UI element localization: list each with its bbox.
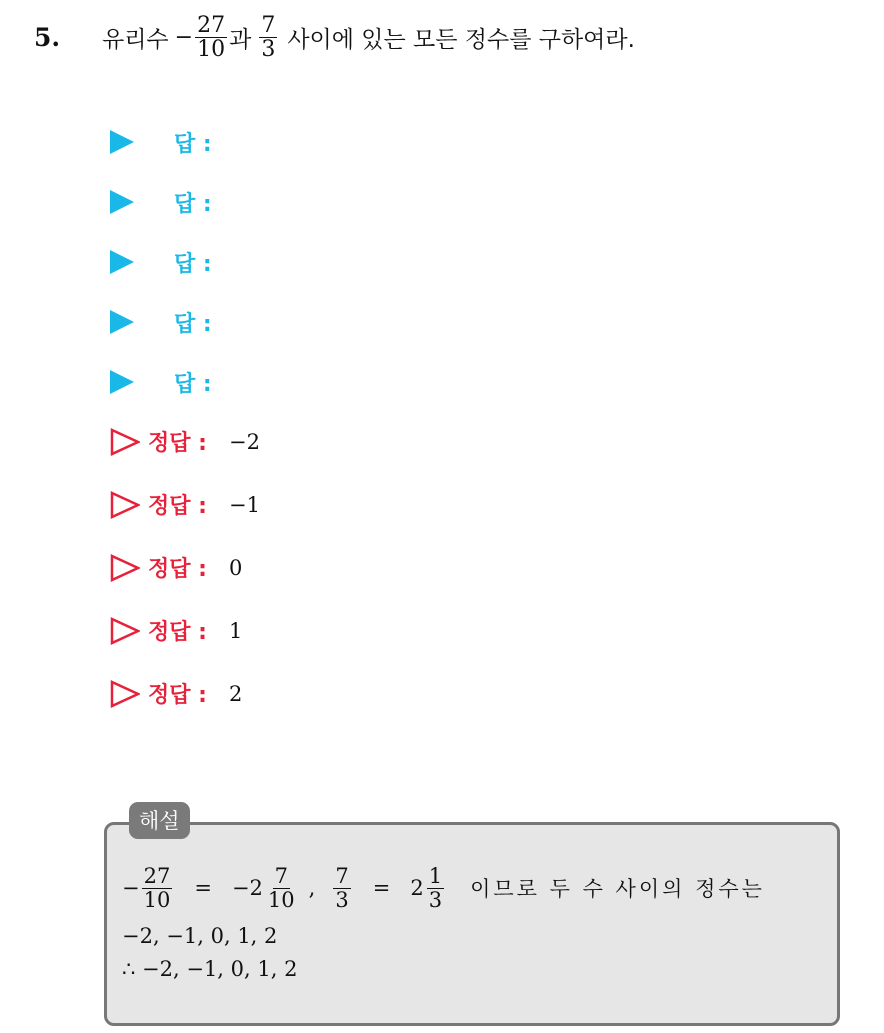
answer-row[interactable] (110, 172, 710, 232)
correct-answer-row (110, 536, 260, 599)
play-triangle-icon (110, 190, 134, 214)
numerator: 1 (428, 864, 443, 889)
explanation-line-2: −2, −1, 0, 1, 2 (122, 924, 278, 948)
question-text-prefix: 유리수 (102, 27, 169, 54)
fraction-2 (259, 14, 277, 61)
numerator: 7 (274, 864, 288, 889)
play-triangle-icon (110, 310, 134, 334)
answer-row[interactable] (110, 232, 710, 292)
answer-label: 답 : (174, 311, 212, 337)
correct-answer-label: 정답 : (148, 431, 207, 456)
correct-answer-row (110, 599, 260, 662)
answer-label: 답 : (174, 131, 212, 157)
numerator: 7 (335, 864, 349, 889)
answer-label: 답 : (174, 371, 212, 397)
equals-sign: = (194, 876, 212, 900)
explanation-line-3: ∴ −2, −1, 0, 1, 2 (122, 957, 298, 981)
outline-triangle-icon (110, 428, 140, 456)
correct-answer-value: −2 (228, 429, 260, 454)
equals-sign: = (372, 876, 391, 900)
explanation-fraction-2 (266, 865, 297, 910)
correct-answer-label: 정답 : (148, 557, 207, 582)
denominator: 10 (143, 887, 171, 912)
explanation-fraction-4 (427, 865, 444, 910)
correct-answer-value: −1 (228, 492, 260, 517)
comma: , (308, 876, 316, 900)
denominator: 3 (335, 887, 349, 912)
fraction-1-numerator: 27 (197, 13, 226, 38)
correct-answer-label: 정답 : (148, 620, 207, 645)
correct-answer-list (110, 410, 260, 725)
outline-triangle-icon (110, 617, 140, 645)
correct-answer-row (110, 410, 260, 473)
question-number: 5. (34, 23, 61, 53)
correct-answer-row (110, 662, 260, 725)
correct-answer-value: 2 (228, 681, 243, 706)
answer-row[interactable] (110, 112, 710, 172)
answer-row[interactable] (110, 352, 710, 412)
numerator: 27 (143, 864, 171, 889)
explanation-fraction-1 (142, 865, 173, 910)
answer-list (110, 112, 710, 412)
answer-label: 답 : (174, 191, 212, 217)
correct-answer-row (110, 473, 260, 536)
explanation-content (122, 856, 822, 986)
explanation-fraction-3 (333, 865, 350, 910)
fraction-sign: − (174, 25, 194, 51)
outline-triangle-icon (110, 554, 140, 582)
explanation-tab: 해설 (129, 802, 190, 839)
answer-row[interactable] (110, 292, 710, 352)
play-triangle-icon (110, 130, 134, 154)
correct-answer-label: 정답 : (148, 494, 207, 519)
play-triangle-icon (110, 250, 134, 274)
denominator: 10 (267, 887, 295, 912)
fraction-1 (195, 14, 227, 61)
explanation-text: 이므로 두 수 사이의 정수는 (470, 877, 765, 901)
question (34, 14, 635, 61)
correct-answer-value: 0 (228, 555, 243, 580)
play-triangle-icon (110, 370, 134, 394)
correct-answer-label: 정답 : (148, 683, 207, 708)
mixed-number-integer: −2 (231, 876, 263, 900)
fraction-2-numerator: 7 (261, 13, 276, 38)
fraction-1-denominator: 10 (197, 37, 226, 63)
fraction-2-denominator: 3 (261, 37, 276, 63)
question-connector: 과 (229, 27, 252, 54)
correct-answer-value: 1 (228, 618, 243, 643)
outline-triangle-icon (110, 491, 140, 519)
explanation-sign: − (122, 876, 140, 900)
outline-triangle-icon (110, 680, 140, 708)
question-text-suffix: 사이에 있는 모든 정수를 구하여라. (287, 27, 635, 54)
explanation-line-1 (122, 856, 822, 920)
mixed-number-integer: 2 (410, 876, 424, 900)
denominator: 3 (428, 887, 443, 912)
answer-label: 답 : (174, 251, 212, 277)
question-text (102, 14, 635, 61)
